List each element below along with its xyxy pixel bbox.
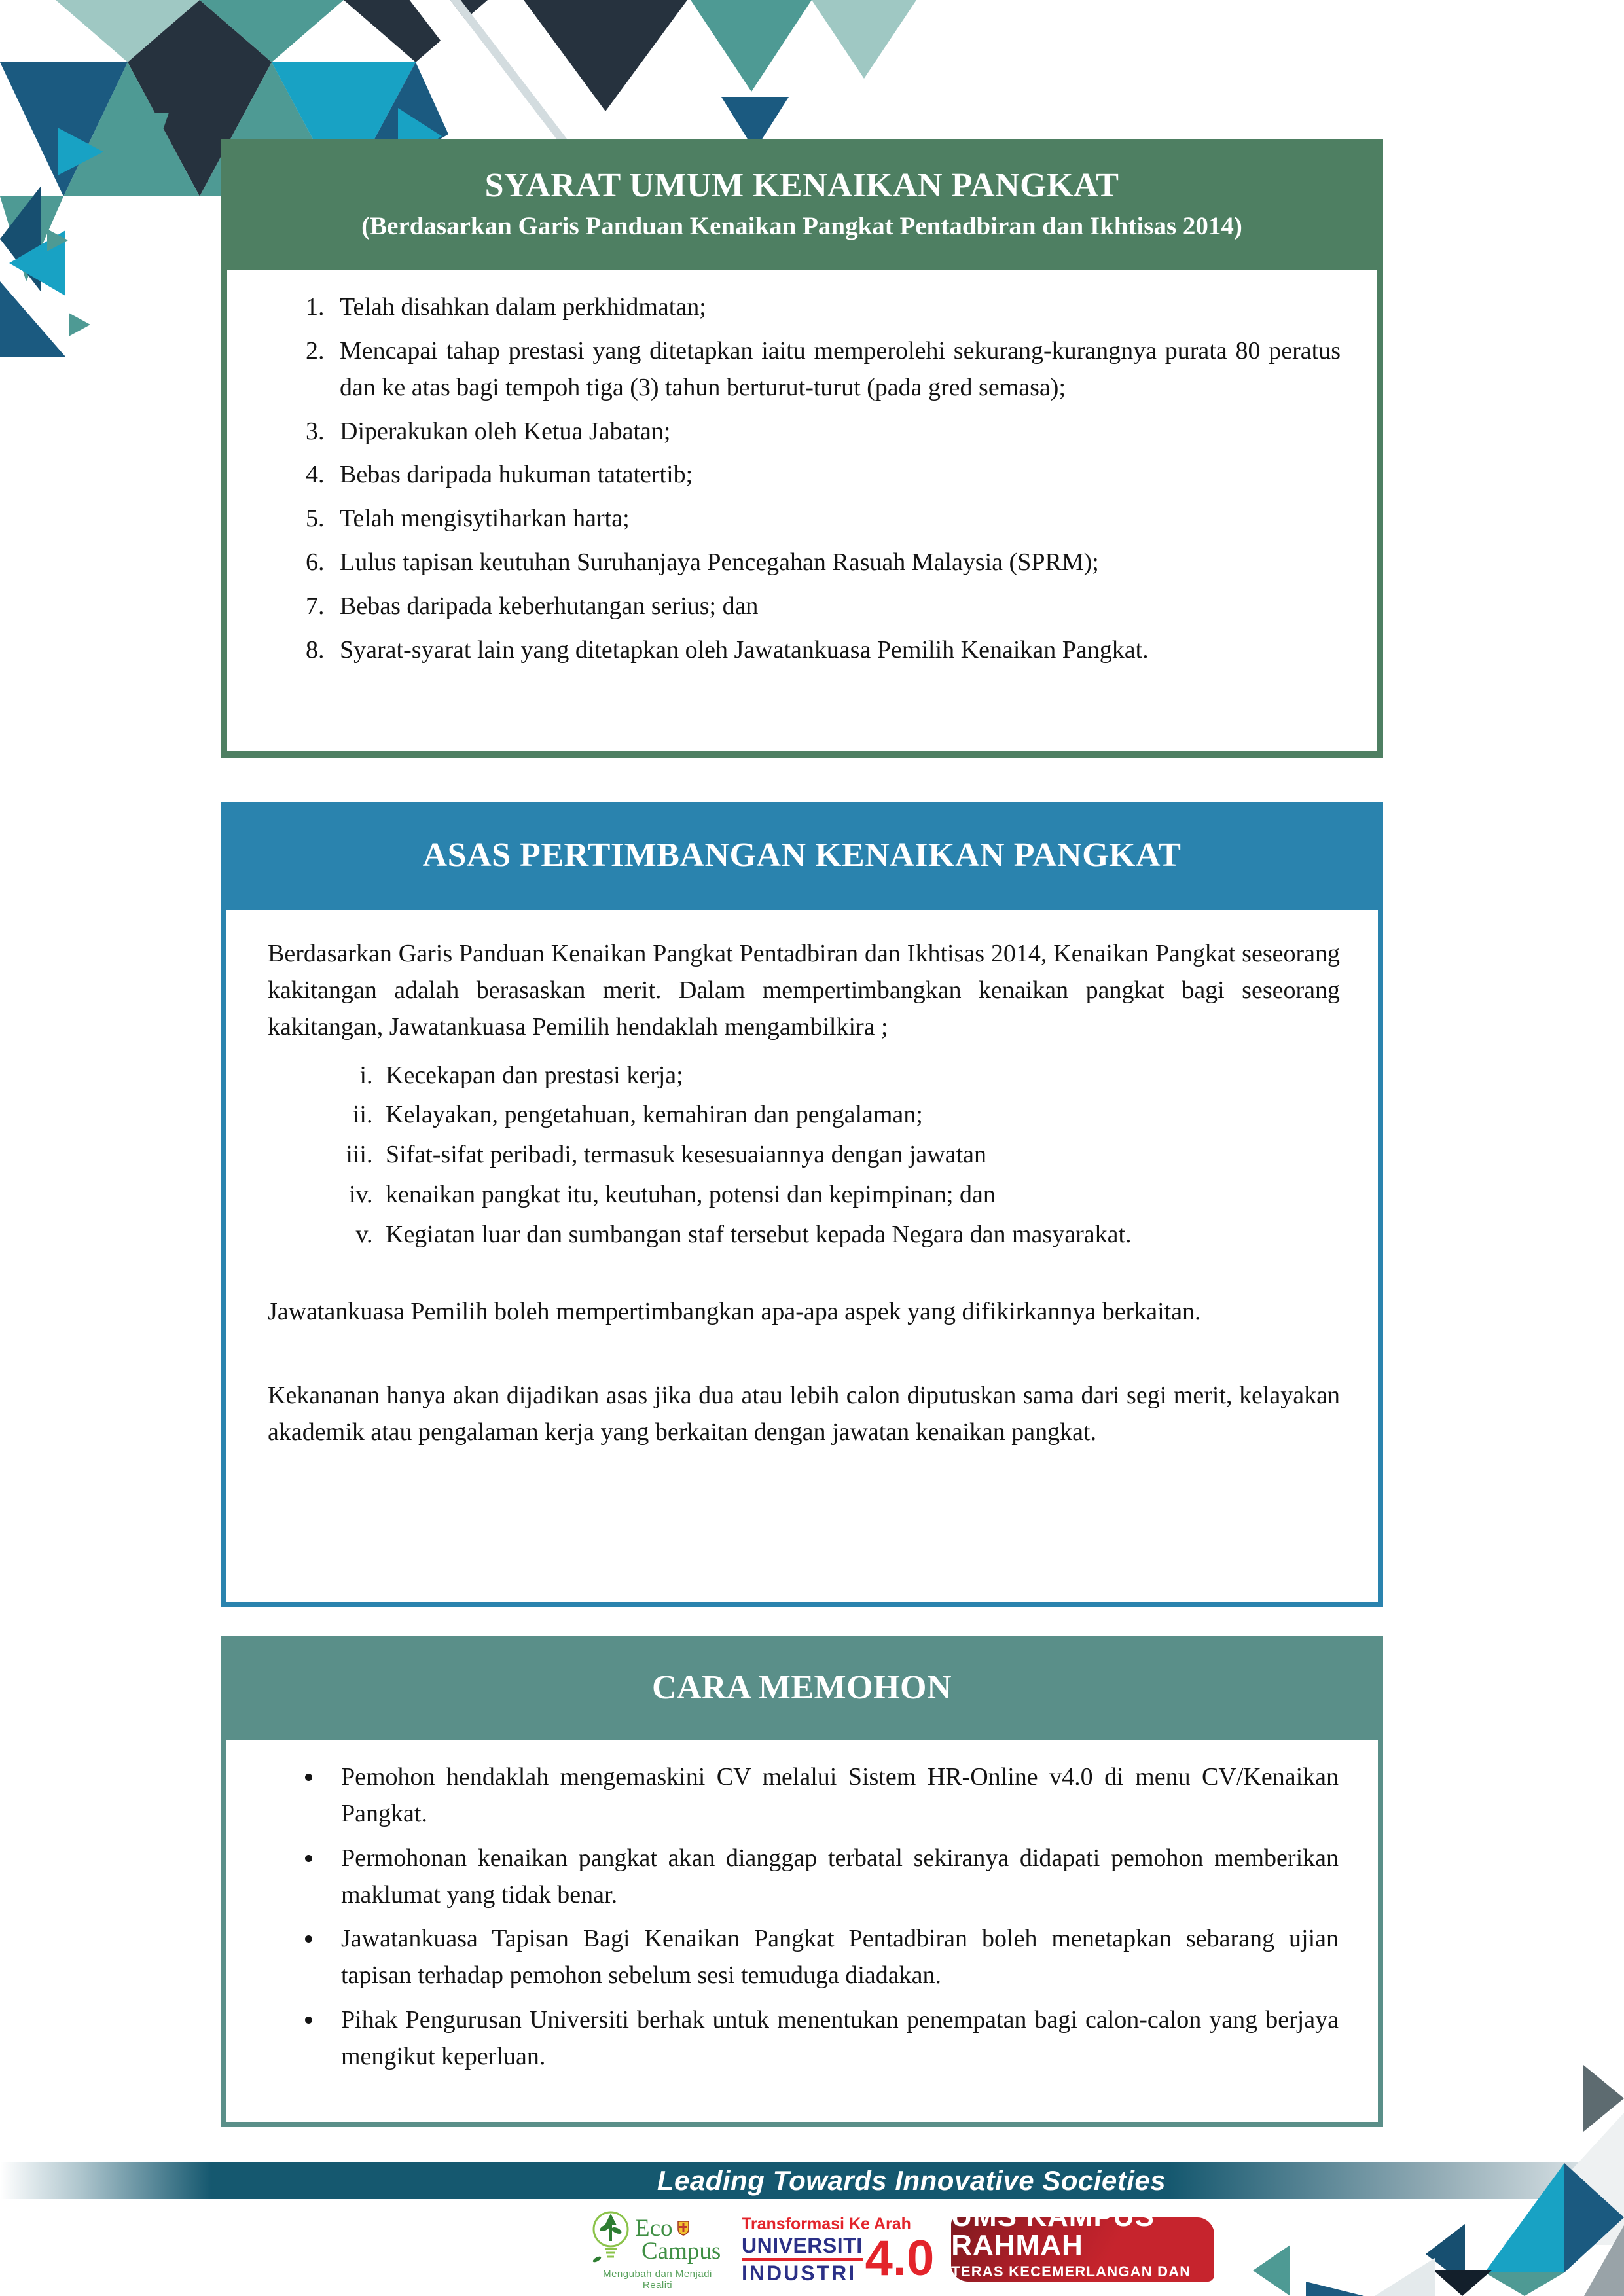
section-title: SYARAT UMUM KENAIKAN PANGKAT	[484, 167, 1119, 205]
section-header	[221, 1636, 1383, 1740]
section-subtitle: (Berdasarkan Garis Panduan Kenaikan Pangkat Pentadbiran dan Ikhtisas 2014)	[361, 211, 1242, 240]
seniority-paragraph: Kekananan hanya akan dijadikan asas jika dua atau lebih calon diputuskan sama dari segi merit, kelayakan akademik atau pengalaman kerja yang berkaitan dengan jawatan kenaikan pangkat.	[268, 1381, 1340, 1446]
list-item: 4. Bebas daripada hukuman tatatertib;	[331, 457, 1341, 493]
industri-logo-version: 4.0	[865, 2230, 935, 2286]
industry-4-0-logo	[742, 2216, 934, 2284]
lightbulb-plant-icon	[590, 2208, 631, 2271]
eco-campus-logo	[590, 2208, 725, 2291]
section-syarat-umum	[221, 139, 1383, 758]
footer-tagline: Leading Towards Innovative Societies	[657, 2164, 1166, 2196]
intro-paragraph: Berdasarkan Garis Panduan Kenaikan Pangkat Pentadbiran dan Ikhtisas 2014, Kenaikan Pangkat seseorang kakitangan adalah berasaskan merit. Dalam mempertimbangkan kenaikan pangkat bagi seseorang kakitangan, Jawatankuasa Pemilih hendaklah mengambilkira ;	[268, 940, 1340, 1041]
application-steps-list	[260, 1759, 1339, 2075]
section-asas-pertimbangan	[221, 802, 1383, 1607]
list-item: 7. Bebas daripada keberhutangan serius; dan	[331, 588, 1341, 625]
eco-campus-tagline: Mengubah dan Menjadi Realiti	[603, 2269, 712, 2291]
section-header	[221, 139, 1383, 270]
list-item: 1. Telah disahkan dalam perkhidmatan;	[331, 289, 1341, 326]
list-item: 2. Mencapai tahap prestasi yang ditetapkan iaitu memperolehi sekurang-kurangnya purata 80 peratus dan ke atas bagi tempoh tiga (3) tahun berturut-turut (pada gred semasa);	[331, 333, 1341, 406]
list-item: i. Kecekapan dan prestasi kerja;	[379, 1058, 1340, 1094]
industri-logo-universiti: UNIVERSITI	[742, 2235, 863, 2261]
section-title: CARA MEMOHON	[651, 1668, 952, 1706]
list-item: • Permohonan kenaikan pangkat akan dianggap terbatal sekiranya didapati pemohon memberikan maklumat yang tidak benar.	[324, 1840, 1339, 1914]
numbered-requirements-list	[253, 289, 1341, 669]
section-header	[221, 802, 1383, 910]
eco-campus-word-campus: Campus	[641, 2238, 721, 2265]
list-item: ii. Kelayakan, pengetahuan, kemahiran dan pengalaman;	[379, 1097, 1340, 1134]
eco-campus-wordmark	[635, 2214, 721, 2265]
list-item: 6. Lulus tapisan keutuhan Suruhanjaya Pencegahan Rasuah Malaysia (SPRM);	[331, 545, 1341, 581]
list-item: 8. Syarat-syarat lain yang ditetapkan oleh Jawatankuasa Pemilih Kenaikan Pangkat.	[331, 632, 1341, 669]
list-item: • Pihak Pengurusan Universiti berhak untuk menentukan penempatan bagi calon-calon yang berjaya mengikut keperluan.	[324, 2002, 1339, 2075]
ums-kampus-rahmah-banner	[951, 2200, 1214, 2296]
eco-campus-word-eco: Eco	[635, 2214, 673, 2242]
triangle-mosaic-decoration-bottom-right	[1244, 2029, 1624, 2296]
footer-logos-row	[590, 2200, 1214, 2296]
industri-logo-tagline: Transformasi Ke Arah	[742, 2214, 911, 2233]
crest-icon	[677, 2220, 690, 2236]
section-title: ASAS PERTIMBANGAN KENAIKAN PANGKAT	[422, 836, 1182, 874]
section-body	[221, 910, 1383, 1607]
list-item: 5. Telah mengisytiharkan harta;	[331, 501, 1341, 537]
section-body	[221, 1740, 1383, 2127]
list-item: • Pemohon hendaklah mengemaskini CV melalui Sistem HR-Online v4.0 di menu CV/Kenaikan Pangkat.	[324, 1759, 1339, 1833]
list-item: iii. Sifat-sifat peribadi, termasuk kesesuaiannya dengan jawatan	[379, 1137, 1340, 1174]
list-item: • Jawatankuasa Tapisan Bagi Kenaikan Pangkat Pentadbiran boleh menetapkan sebarang ujian tapisan terhadap pemohon sebelum sesi temuduga diadakan.	[324, 1921, 1339, 1994]
section-cara-memohon	[221, 1636, 1383, 2127]
committee-paragraph: Jawatankuasa Pemilih boleh mempertimbangkan apa-apa aspek yang difikirkannya berkaitan.	[268, 1297, 1201, 1325]
ums-banner-subtitle: TERAS KECEMERLANGAN DAN KEUNGGULAN	[951, 2263, 1191, 2296]
eco-campus-logo-main	[590, 2208, 725, 2271]
list-item: v. Kegiatan luar dan sumbangan staf tersebut kepada Negara dan masyarakat.	[379, 1217, 1340, 1253]
section-body	[221, 270, 1383, 758]
ums-banner-title: UMS KAMPUS RAHMAH	[951, 2200, 1155, 2261]
list-item: 3. Diperakukan oleh Ketua Jabatan;	[331, 414, 1341, 450]
industri-logo-industri: INDUSTRI	[742, 2261, 857, 2285]
list-item: iv. kenaikan pangkat itu, keutuhan, potensi dan kepimpinan; dan	[379, 1177, 1340, 1213]
merit-criteria-list	[331, 1058, 1340, 1253]
